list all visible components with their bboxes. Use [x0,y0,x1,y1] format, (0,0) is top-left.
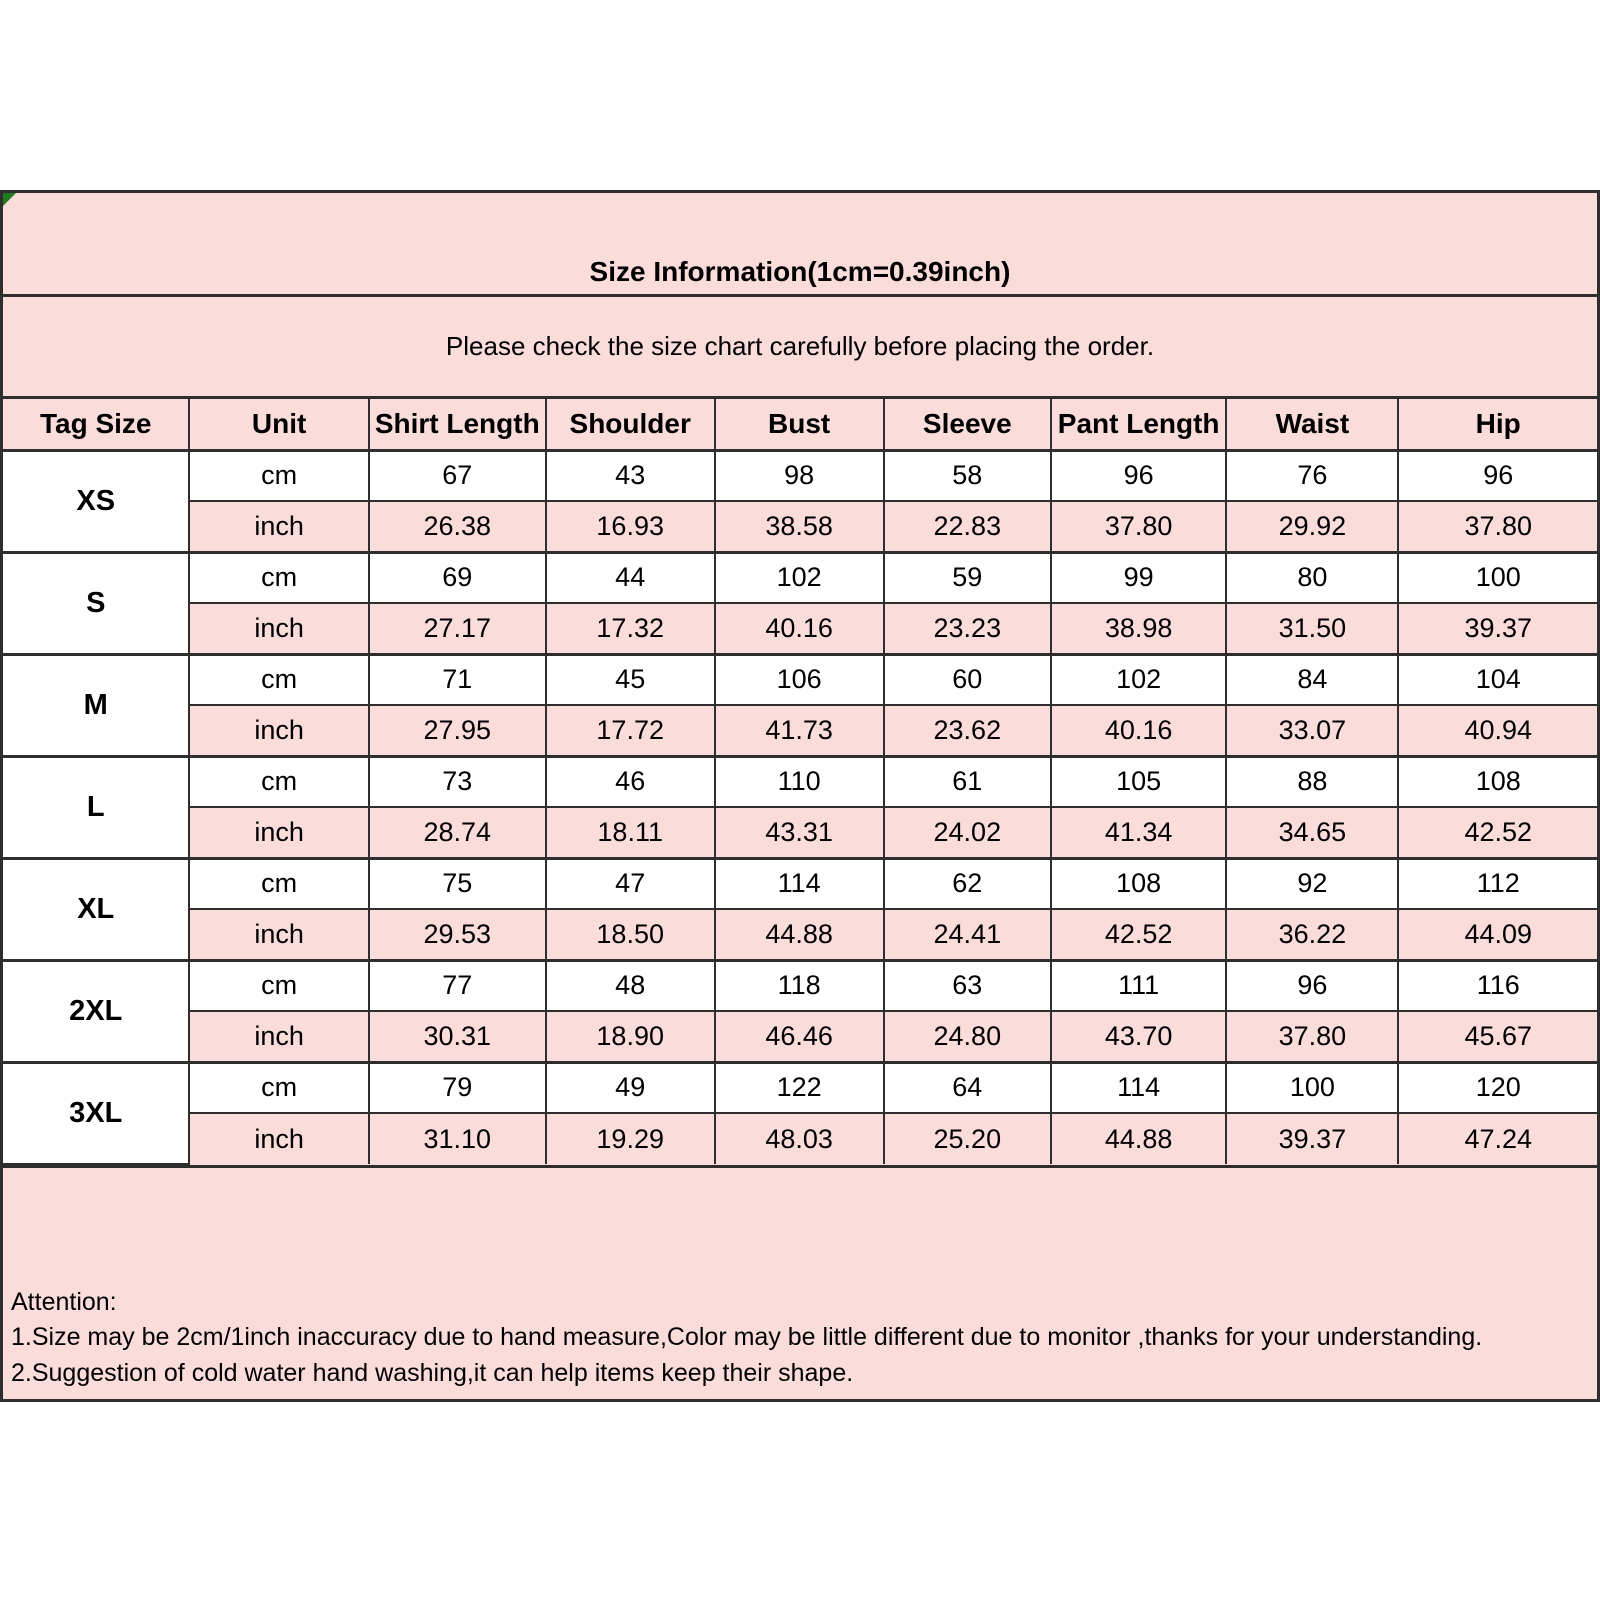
measurement-value-cell: 59 [884,552,1051,603]
measurement-value-cell: 110 [715,756,884,807]
measurement-value-cell: 99 [1051,552,1226,603]
measurement-value-cell: 43.31 [715,807,884,858]
measurement-value-cell: 27.17 [369,603,546,654]
measurement-value-cell: 73 [369,756,546,807]
measurement-value-cell: 39.37 [1226,1113,1398,1164]
column-header: Waist [1226,399,1398,450]
measurement-value-cell: 114 [1051,1062,1226,1113]
measurement-value-cell: 46.46 [715,1011,884,1062]
column-header: Pant Length [1051,399,1226,450]
measurement-value-cell: 88 [1226,756,1398,807]
page-title: Size Information(1cm=0.39inch) [589,256,1011,287]
measurement-value-cell: 31.10 [369,1113,546,1164]
measurement-value-cell: 61 [884,756,1051,807]
size-row-cm [3,450,1597,501]
measurement-value-cell: 108 [1398,756,1597,807]
measurement-value-cell: 37.80 [1051,501,1226,552]
measurement-value-cell: 37.80 [1226,1011,1398,1062]
measurement-value-cell: 44 [546,552,715,603]
unit-cell: inch [189,1011,368,1062]
measurement-value-cell: 100 [1398,552,1597,603]
measurement-value-cell: 104 [1398,654,1597,705]
measurement-value-cell: 17.72 [546,705,715,756]
measurement-value-cell: 38.58 [715,501,884,552]
measurement-value-cell: 92 [1226,858,1398,909]
measurement-value-cell: 111 [1051,960,1226,1011]
measurement-value-cell: 96 [1398,450,1597,501]
measurement-value-cell: 18.11 [546,807,715,858]
size-row-inch [3,1113,1597,1164]
measurement-value-cell: 118 [715,960,884,1011]
measurement-value-cell: 76 [1226,450,1398,501]
measurement-value-cell: 43.70 [1051,1011,1226,1062]
measurement-value-cell: 112 [1398,858,1597,909]
measurement-value-cell: 96 [1226,960,1398,1011]
measurement-value-cell: 47 [546,858,715,909]
measurement-value-cell: 36.22 [1226,909,1398,960]
measurement-value-cell: 41.73 [715,705,884,756]
size-row-inch [3,603,1597,654]
measurement-value-cell: 45.67 [1398,1011,1597,1062]
tag-size-cell: M [3,654,189,756]
measurement-value-cell: 67 [369,450,546,501]
measurement-value-cell: 80 [1226,552,1398,603]
unit-cell: inch [189,603,368,654]
measurement-value-cell: 16.93 [546,501,715,552]
measurement-value-cell: 44.88 [715,909,884,960]
measurement-value-cell: 120 [1398,1062,1597,1113]
measurement-value-cell: 43 [546,450,715,501]
measurement-value-cell: 84 [1226,654,1398,705]
measurement-value-cell: 40.16 [1051,705,1226,756]
measurement-value-cell: 105 [1051,756,1226,807]
size-row-cm [3,1062,1597,1113]
measurement-value-cell: 22.83 [884,501,1051,552]
measurement-value-cell: 23.23 [884,603,1051,654]
size-row-cm [3,654,1597,705]
tag-size-cell: S [3,552,189,654]
size-row-inch [3,807,1597,858]
attention-line-2: 2.Suggestion of cold water hand washing,it can help items keep their shape. [11,1358,854,1387]
measurement-value-cell: 26.38 [369,501,546,552]
measurement-value-cell: 114 [715,858,884,909]
measurement-value-cell: 47.24 [1398,1113,1597,1164]
measurement-value-cell: 29.92 [1226,501,1398,552]
measurement-value-cell: 79 [369,1062,546,1113]
column-header: Unit [189,399,368,450]
spreadsheet-corner-marker-icon [3,193,16,206]
size-chart-sheet [0,190,1600,1402]
size-table [3,399,1597,1165]
size-row-inch [3,1011,1597,1062]
size-row-cm [3,756,1597,807]
attention-heading: Attention: [11,1287,117,1316]
measurement-value-cell: 18.90 [546,1011,715,1062]
measurement-value-cell: 31.50 [1226,603,1398,654]
size-row-inch [3,909,1597,960]
unit-cell: cm [189,960,368,1011]
measurement-value-cell: 42.52 [1051,909,1226,960]
column-header: Shirt Length [369,399,546,450]
measurement-value-cell: 34.65 [1226,807,1398,858]
measurement-value-cell: 48.03 [715,1113,884,1164]
measurement-value-cell: 42.52 [1398,807,1597,858]
measurement-value-cell: 41.34 [1051,807,1226,858]
title-row [3,193,1597,297]
size-table-body [3,450,1597,1164]
measurement-value-cell: 64 [884,1062,1051,1113]
measurement-value-cell: 24.41 [884,909,1051,960]
size-row-cm [3,960,1597,1011]
unit-cell: cm [189,450,368,501]
measurement-value-cell: 40.94 [1398,705,1597,756]
page-subtitle: Please check the size chart carefully before placing the order. [445,331,1155,361]
header-row [3,399,1597,450]
measurement-value-cell: 40.16 [715,603,884,654]
tag-size-cell: XS [3,450,189,552]
measurement-value-cell: 100 [1226,1062,1398,1113]
measurement-value-cell: 44.88 [1051,1113,1226,1164]
measurement-value-cell: 24.80 [884,1011,1051,1062]
measurement-value-cell: 102 [1051,654,1226,705]
tag-size-cell: 3XL [3,1062,189,1164]
measurement-value-cell: 17.32 [546,603,715,654]
subtitle-row [3,297,1597,399]
measurement-value-cell: 49 [546,1062,715,1113]
column-header: Hip [1398,399,1597,450]
measurement-value-cell: 96 [1051,450,1226,501]
measurement-value-cell: 75 [369,858,546,909]
measurement-value-cell: 39.37 [1398,603,1597,654]
measurement-value-cell: 48 [546,960,715,1011]
measurement-value-cell: 33.07 [1226,705,1398,756]
measurement-value-cell: 27.95 [369,705,546,756]
size-row-cm [3,858,1597,909]
measurement-value-cell: 77 [369,960,546,1011]
measurement-value-cell: 116 [1398,960,1597,1011]
measurement-value-cell: 46 [546,756,715,807]
measurement-value-cell: 98 [715,450,884,501]
unit-cell: inch [189,1113,368,1164]
unit-cell: cm [189,858,368,909]
tag-size-cell: L [3,756,189,858]
measurement-value-cell: 63 [884,960,1051,1011]
size-row-inch [3,705,1597,756]
measurement-value-cell: 28.74 [369,807,546,858]
size-row-cm [3,552,1597,603]
unit-cell: inch [189,807,368,858]
unit-cell: inch [189,909,368,960]
column-header: Sleeve [884,399,1051,450]
tag-size-cell: XL [3,858,189,960]
measurement-value-cell: 19.29 [546,1113,715,1164]
measurement-value-cell: 18.50 [546,909,715,960]
measurement-value-cell: 62 [884,858,1051,909]
measurement-value-cell: 30.31 [369,1011,546,1062]
measurement-value-cell: 24.02 [884,807,1051,858]
unit-cell: cm [189,654,368,705]
unit-cell: inch [189,501,368,552]
measurement-value-cell: 25.20 [884,1113,1051,1164]
measurement-value-cell: 37.80 [1398,501,1597,552]
measurement-value-cell: 45 [546,654,715,705]
measurement-value-cell: 60 [884,654,1051,705]
column-header: Shoulder [546,399,715,450]
measurement-value-cell: 23.62 [884,705,1051,756]
measurement-value-cell: 102 [715,552,884,603]
tag-size-cell: 2XL [3,960,189,1062]
unit-cell: cm [189,756,368,807]
attention-block [3,1165,1597,1399]
column-header: Bust [715,399,884,450]
measurement-value-cell: 108 [1051,858,1226,909]
measurement-value-cell: 58 [884,450,1051,501]
measurement-value-cell: 106 [715,654,884,705]
unit-cell: inch [189,705,368,756]
column-header: Tag Size [3,399,189,450]
measurement-value-cell: 71 [369,654,546,705]
unit-cell: cm [189,1062,368,1113]
size-row-inch [3,501,1597,552]
measurement-value-cell: 38.98 [1051,603,1226,654]
measurement-value-cell: 29.53 [369,909,546,960]
measurement-value-cell: 44.09 [1398,909,1597,960]
measurement-value-cell: 122 [715,1062,884,1113]
attention-line-1: 1.Size may be 2cm/1inch inaccuracy due to hand measure,Color may be little different due to monitor ,thanks for your understanding. [11,1323,1483,1351]
measurement-value-cell: 69 [369,552,546,603]
unit-cell: cm [189,552,368,603]
